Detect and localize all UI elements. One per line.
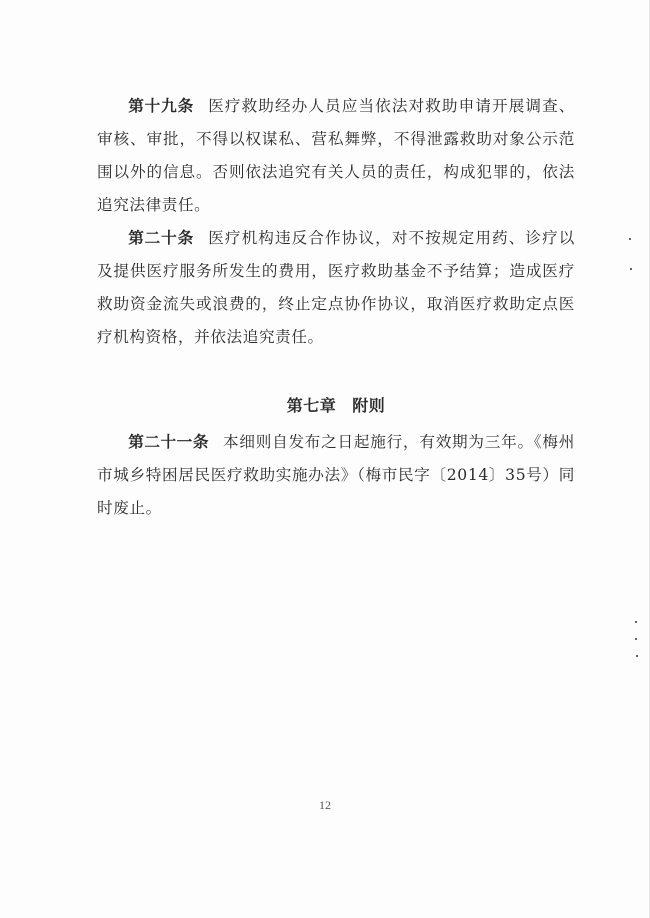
scan-speck xyxy=(636,655,638,657)
article-19 xyxy=(97,90,575,222)
article-20 xyxy=(97,222,575,354)
chapter-name: 附则 xyxy=(352,396,386,415)
scan-speck xyxy=(630,268,632,270)
article-20-title: 第二十条 xyxy=(128,229,195,247)
scan-speck xyxy=(635,621,637,623)
chapter-heading xyxy=(97,388,575,424)
article-21-title: 第二十一条 xyxy=(128,433,209,451)
article-19-text: 医疗救助经办人员应当依法对救助申请开展调查、审核、审批，不得以权谋私、营私舞弊，不得泄露救助对象公示范围以外的信息。否则依法追究有关人员的责任，构成犯罪的，依法追究法律责任。 xyxy=(97,97,576,214)
scan-speck xyxy=(629,238,631,240)
article-21 xyxy=(97,426,575,525)
page-content xyxy=(97,90,575,525)
article-20-text: 医疗机构违反合作协议，对不按规定用药、诊疗以及提供医疗服务所发生的费用，医疗救助基金不予结算；造成医疗救助资金流失或浪费的，终止定点协作协议，取消医疗救助定点医疗机构资格，并依法追究责任。 xyxy=(97,229,576,346)
scan-speck xyxy=(635,638,637,640)
page-number: 12 xyxy=(319,798,331,812)
chapter-number: 第七章 xyxy=(286,396,337,415)
article-21-text: 本细则自发布之日起施行，有效期为三年。《梅州市城乡特困居民医疗救助实施办法》（梅市民字〔2014〕35号）同时废止。 xyxy=(97,433,575,517)
article-19-title: 第十九条 xyxy=(128,97,195,115)
